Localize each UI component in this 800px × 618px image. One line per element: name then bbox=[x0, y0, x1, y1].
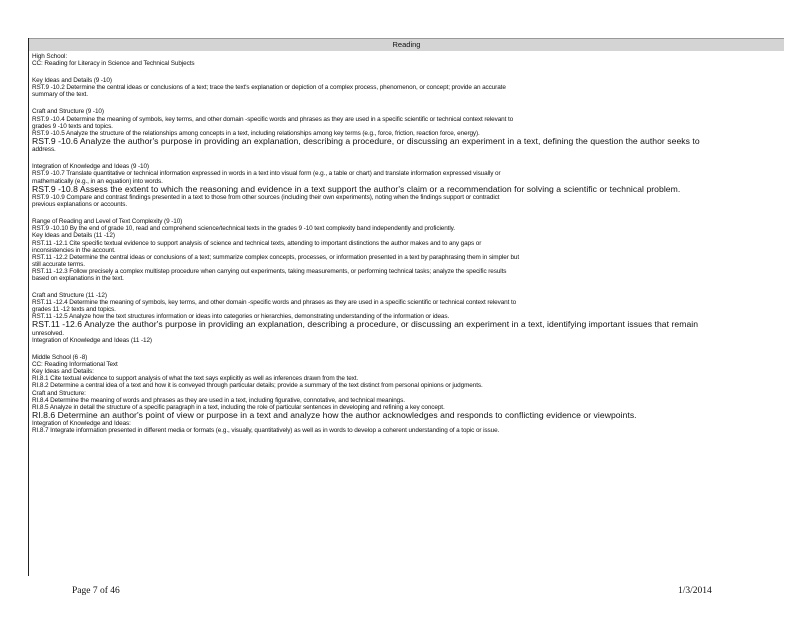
standard-line: RI.8.5 Analyze in detail the structure of a specific paragraph in a text, including the role of particular sentences in developing and refining a key concept. bbox=[32, 403, 445, 411]
standard-line: RST.11 -12.5 Analyze how the text structures information or ideas into categories or hierarchies, demonstrating understanding of the information or ideas. bbox=[32, 313, 450, 321]
page-number: Page 7 of 46 bbox=[72, 586, 120, 596]
standard-line: Craft and Structure (9 -10) bbox=[32, 108, 104, 116]
standards-section bbox=[32, 163, 784, 208]
standard-line: Craft and Structure: bbox=[32, 389, 86, 397]
standard-line: mathematically (e.g., in an equation) into words. bbox=[32, 177, 163, 185]
standard-line: Integration of Knowledge and Ideas: bbox=[32, 420, 131, 428]
standard-line: RST.11 -12.1 Cite specific textual evidence to support analysis of science and technical texts, attending to important distinctions the author makes and to any gaps or bbox=[32, 239, 482, 247]
standard-line: RST.9 -10.5 Analyze the structure of the relationships among concepts in a text, including relationships among key terms (e.g., force, friction, reaction force, energy). bbox=[32, 129, 480, 137]
standard-line: RST.9 -10.4 Determine the meaning of symbols, key terms, and other domain -specific words and phrases as they are used in a specific scientific or technical context relevant to bbox=[32, 115, 514, 123]
footer-date: 1/3/2014 bbox=[678, 586, 712, 596]
standard-line: Middle School (6 -8) bbox=[32, 354, 88, 362]
standard-line: grades 11 -12 texts and topics. bbox=[32, 306, 116, 314]
page-footer bbox=[0, 586, 800, 600]
standard-line: Key Ideas and Details (11 -12) bbox=[32, 232, 115, 240]
standard-line: RST.9 -10.7 Translate quantitative or technical information expressed in words in a text into visual form (e.g., a table or chart) and translate information expressed visually or bbox=[32, 170, 501, 178]
standards-section bbox=[32, 53, 784, 67]
standard-line: Key Ideas and Details: bbox=[32, 368, 94, 376]
standard-line: RST.9 -10.2 Determine the central ideas or conclusions of a text; trace the text's explanation or depiction of a complex process, phenomenon, or concept; provide an accurate bbox=[32, 84, 506, 92]
standard-line: RST.11 -12.2 Determine the central ideas or conclusions of a text; summarize complex concepts, processes, or information presented in a text by paraphrasing them in simpler but bbox=[32, 253, 520, 261]
standard-line: summary of the text. bbox=[32, 91, 88, 99]
standard-line: CC: Reading Informational Text bbox=[32, 361, 118, 369]
standards-content bbox=[32, 53, 784, 574]
standard-line: Craft and Structure (11 -12) bbox=[32, 292, 107, 300]
standard-line: based on explanations in the text. bbox=[32, 274, 124, 282]
standard-line: Range of Reading and Level of Text Complexity (9 -10) bbox=[32, 218, 183, 226]
standard-line: RST.11 -12.3 Follow precisely a complex multistep procedure when carrying out experiments, taking measurements, or performing technical tasks; analyze the specific results bbox=[32, 267, 507, 275]
standard-line: RI.8.2 Determine a central idea of a text and how it is conveyed through particular details; provide a summary of the text distinct from personal opinions or judgments. bbox=[32, 382, 483, 390]
standard-line-emphasized: RST.9 -10.6 Analyze the author's purpose in providing an explanation, describing a procedure, or discussing an experiment in a text, defining the question the author seeks to bbox=[32, 136, 700, 146]
standard-line: still accurate terms. bbox=[32, 260, 85, 268]
standard-line: RST.9 -10.10 By the end of grade 10, read and comprehend science/technical texts in the grades 9 -10 text complexity band independently and proficiently. bbox=[32, 225, 455, 233]
standard-line: Integration of Knowledge and Ideas (11 -12) bbox=[32, 336, 152, 344]
standard-line: Integration of Knowledge and Ideas (9 -10) bbox=[32, 163, 149, 171]
standard-line: RI.8.4 Determine the meaning of words and phrases as they are used in a text, including figurative, connotative, and technical meanings. bbox=[32, 396, 405, 404]
standard-line: RI.8.1 Cite textual evidence to support analysis of what the text says explicitly as well as inferences drawn from the text. bbox=[32, 375, 359, 383]
standard-line-emphasized: RST.11 -12.6 Analyze the author's purpose in providing an explanation, describing a procedure, or discussing an experiment in a text, identifying important issues that remain bbox=[32, 320, 699, 330]
standards-section bbox=[32, 77, 784, 98]
standards-section bbox=[32, 292, 784, 344]
standard-line: RST.11 -12.4 Determine the meaning of symbols, key terms, and other domain -specific words and phrases as they are used in a specific scientific or technical context relevant to bbox=[32, 299, 517, 307]
standard-line: inconsistencies in the account. bbox=[32, 246, 116, 254]
standard-line: grades 9 -10 texts and topics. bbox=[32, 122, 113, 130]
standards-section bbox=[32, 108, 784, 153]
standard-line-emphasized: RST.9 -10.8 Assess the extent to which the reasoning and evidence in a text support the author's claim or a recommendation for solving a scientific or technical problem. bbox=[32, 184, 681, 194]
standard-line-emphasized: RI.8.6 Determine an author's point of view or purpose in a text and analyze how the author acknowledges and responds to conflicting evidence or viewpoints. bbox=[32, 410, 637, 420]
standard-line: Key Ideas and Details (9 -10) bbox=[32, 77, 112, 85]
standard-line: RST.9 -10.9 Compare and contrast findings presented in a text to those from other sources (including their own experiments), noting when the findings support or contradict bbox=[32, 194, 500, 202]
header-title: Reading bbox=[392, 40, 421, 49]
left-margin-rule bbox=[28, 38, 29, 576]
standard-line: address. bbox=[32, 146, 56, 154]
standard-line: CC: Reading for Literacy in Science and Technical Subjects bbox=[32, 60, 195, 68]
standards-section bbox=[32, 354, 784, 434]
standard-line: previous explanations or accounts. bbox=[32, 201, 128, 209]
standard-line: unresolved. bbox=[32, 329, 64, 337]
standard-line: High School: bbox=[32, 53, 68, 60]
standards-section bbox=[32, 218, 784, 282]
header-bar bbox=[29, 38, 784, 51]
standard-line: RI.8.7 Integrate information presented in different media or formats (e.g., visually, quantitatively) as well as in words to develop a coherent understanding of a topic or issue. bbox=[32, 427, 500, 435]
